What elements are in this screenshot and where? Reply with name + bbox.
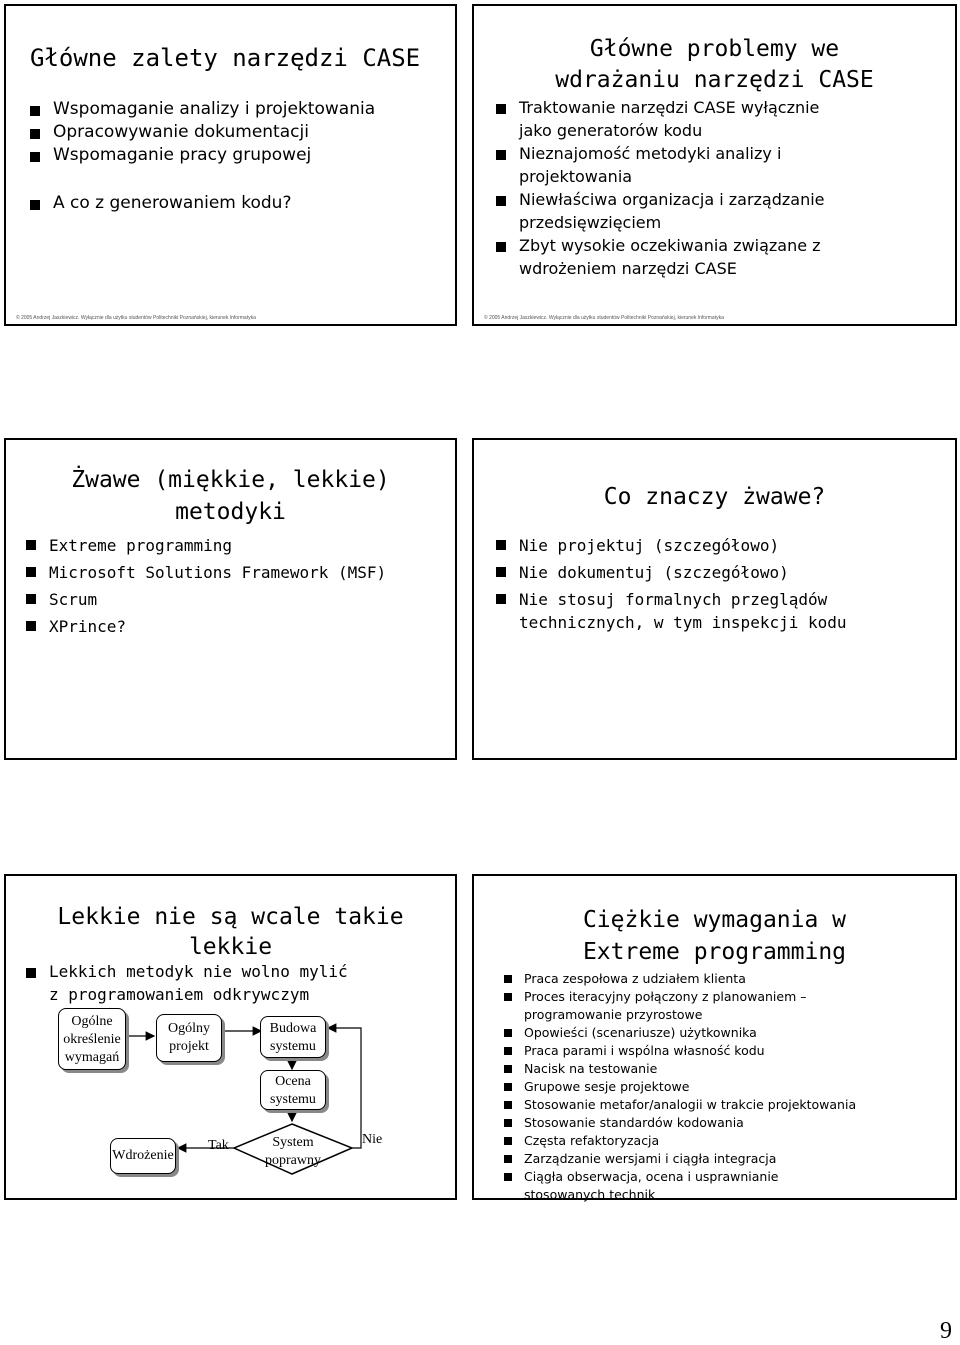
list-item: Microsoft Solutions Framework (MSF): [24, 559, 386, 586]
slide-case-problems: [472, 4, 957, 326]
flow-node-general-project: Ogólny projekt: [156, 1014, 222, 1062]
list-item: Ciągła obserwacja, ocena i usprawnianie stosowanych technik: [502, 1168, 862, 1204]
flow-node-deployment: Wdrożenie: [110, 1138, 176, 1174]
list-item: Praca zespołowa z udziałem klienta: [502, 970, 862, 988]
flow-node-system-ok: System poprawny: [265, 1135, 321, 1168]
slide-case-advantages: [4, 4, 457, 326]
list-item: Proces iteracyjny połączony z planowaniem – programowanie przyrostowe: [502, 988, 862, 1024]
list-item: Nacisk na testowanie: [502, 1060, 862, 1078]
slide-agile-methods: [4, 438, 457, 760]
slide-title: Główne zalety narzędzi CASE: [30, 44, 421, 72]
bullet-list: [24, 532, 386, 640]
list-item: Extreme programming: [24, 532, 386, 559]
flow-label-yes: Tak: [208, 1138, 229, 1153]
slide-xp-requirements: [472, 874, 957, 1200]
list-item: Częsta refaktoryzacja: [502, 1132, 862, 1150]
list-item: Nieznajomość metodyki analizy i projektowania: [494, 142, 854, 188]
list-item: Grupowe sesje projektowe: [502, 1078, 862, 1096]
slide-light-not-light: [4, 874, 457, 1200]
list-item: A co z generowaniem kodu?: [28, 192, 375, 215]
slide-footer: © 2005 Andrzej Jaszkiewicz. Wyłącznie dla użytku studentów Politechniki Poznańskiej, kierunek Informatyka: [16, 315, 256, 321]
flow-node-build-system: Budowa systemu: [260, 1016, 326, 1058]
list-item: Niewłaściwa organizacja i zarządzanie przedsięwzięciem: [494, 188, 854, 234]
list-item: Scrum: [24, 586, 386, 613]
slide-footer: © 2005 Andrzej Jaszkiewicz. Wyłącznie dla użytku studentów Politechniki Poznańskiej, kierunek Informatyka: [484, 315, 724, 321]
slide-title: [474, 34, 955, 96]
title-line: wdrażaniu narzędzi CASE: [555, 67, 874, 93]
flow-label-no: Nie: [362, 1132, 383, 1147]
bullet-list: [494, 532, 854, 634]
list-item: Opowieści (scenariusze) użytkownika: [502, 1024, 862, 1042]
list-item: Praca parami i wspólna własność kodu: [502, 1042, 862, 1060]
list-item: Stosowanie standardów kodowania: [502, 1114, 862, 1132]
page-number: 9: [940, 1318, 952, 1344]
slide-what-agile-means: [472, 438, 957, 760]
list-item: XPrince?: [24, 613, 386, 640]
list-item: Nie dokumentuj (szczegółowo): [494, 559, 854, 586]
title-line: Ciężkie wymagania w: [582, 907, 847, 933]
title-line: Lekkie nie są wcale takie: [57, 904, 404, 930]
slide-title: Co znaczy żwawe?: [603, 484, 826, 510]
title-line: Główne problemy we: [589, 36, 840, 62]
slide-title: [474, 904, 955, 968]
flow-node-general-requirements: Ogólne określenie wymagań: [58, 1008, 126, 1070]
title-line: Żwawe (miękkie, lekkie): [71, 467, 390, 493]
list-item: Nie projektuj (szczegółowo): [494, 532, 854, 559]
title-line: lekkie: [188, 934, 273, 960]
list-item: Opracowywanie dokumentacji: [28, 121, 375, 144]
list-item: Zbyt wysokie oczekiwania związane z wdrożeniem narzędzi CASE: [494, 234, 854, 280]
bullet-list: [28, 98, 375, 215]
list-item: Stosowanie metafor/analogii w trakcie projektowania: [502, 1096, 862, 1114]
flow-node-system-evaluation: Ocena systemu: [260, 1070, 326, 1110]
list-item: Lekkich metodyk nie wolno mylić z programowaniem odkrywczym: [24, 960, 354, 1006]
list-item: Wspomaganie pracy grupowej: [28, 144, 375, 167]
list-item: Traktowanie narzędzi CASE wyłącznie jako generatorów kodu: [494, 96, 854, 142]
list-item: Wspomaganie analizy i projektowania: [28, 98, 375, 121]
title-line: Extreme programming: [582, 939, 847, 965]
title-line: metodyki: [175, 499, 286, 525]
slide-title: [6, 464, 455, 528]
bullet-list: [502, 970, 862, 1204]
list-item: Zarządzanie wersjami i ciągła integracja: [502, 1150, 862, 1168]
list-item: Nie stosuj formalnych przeglądów technicznych, w tym inspekcji kodu: [494, 586, 854, 634]
bullet-list: [494, 96, 854, 280]
